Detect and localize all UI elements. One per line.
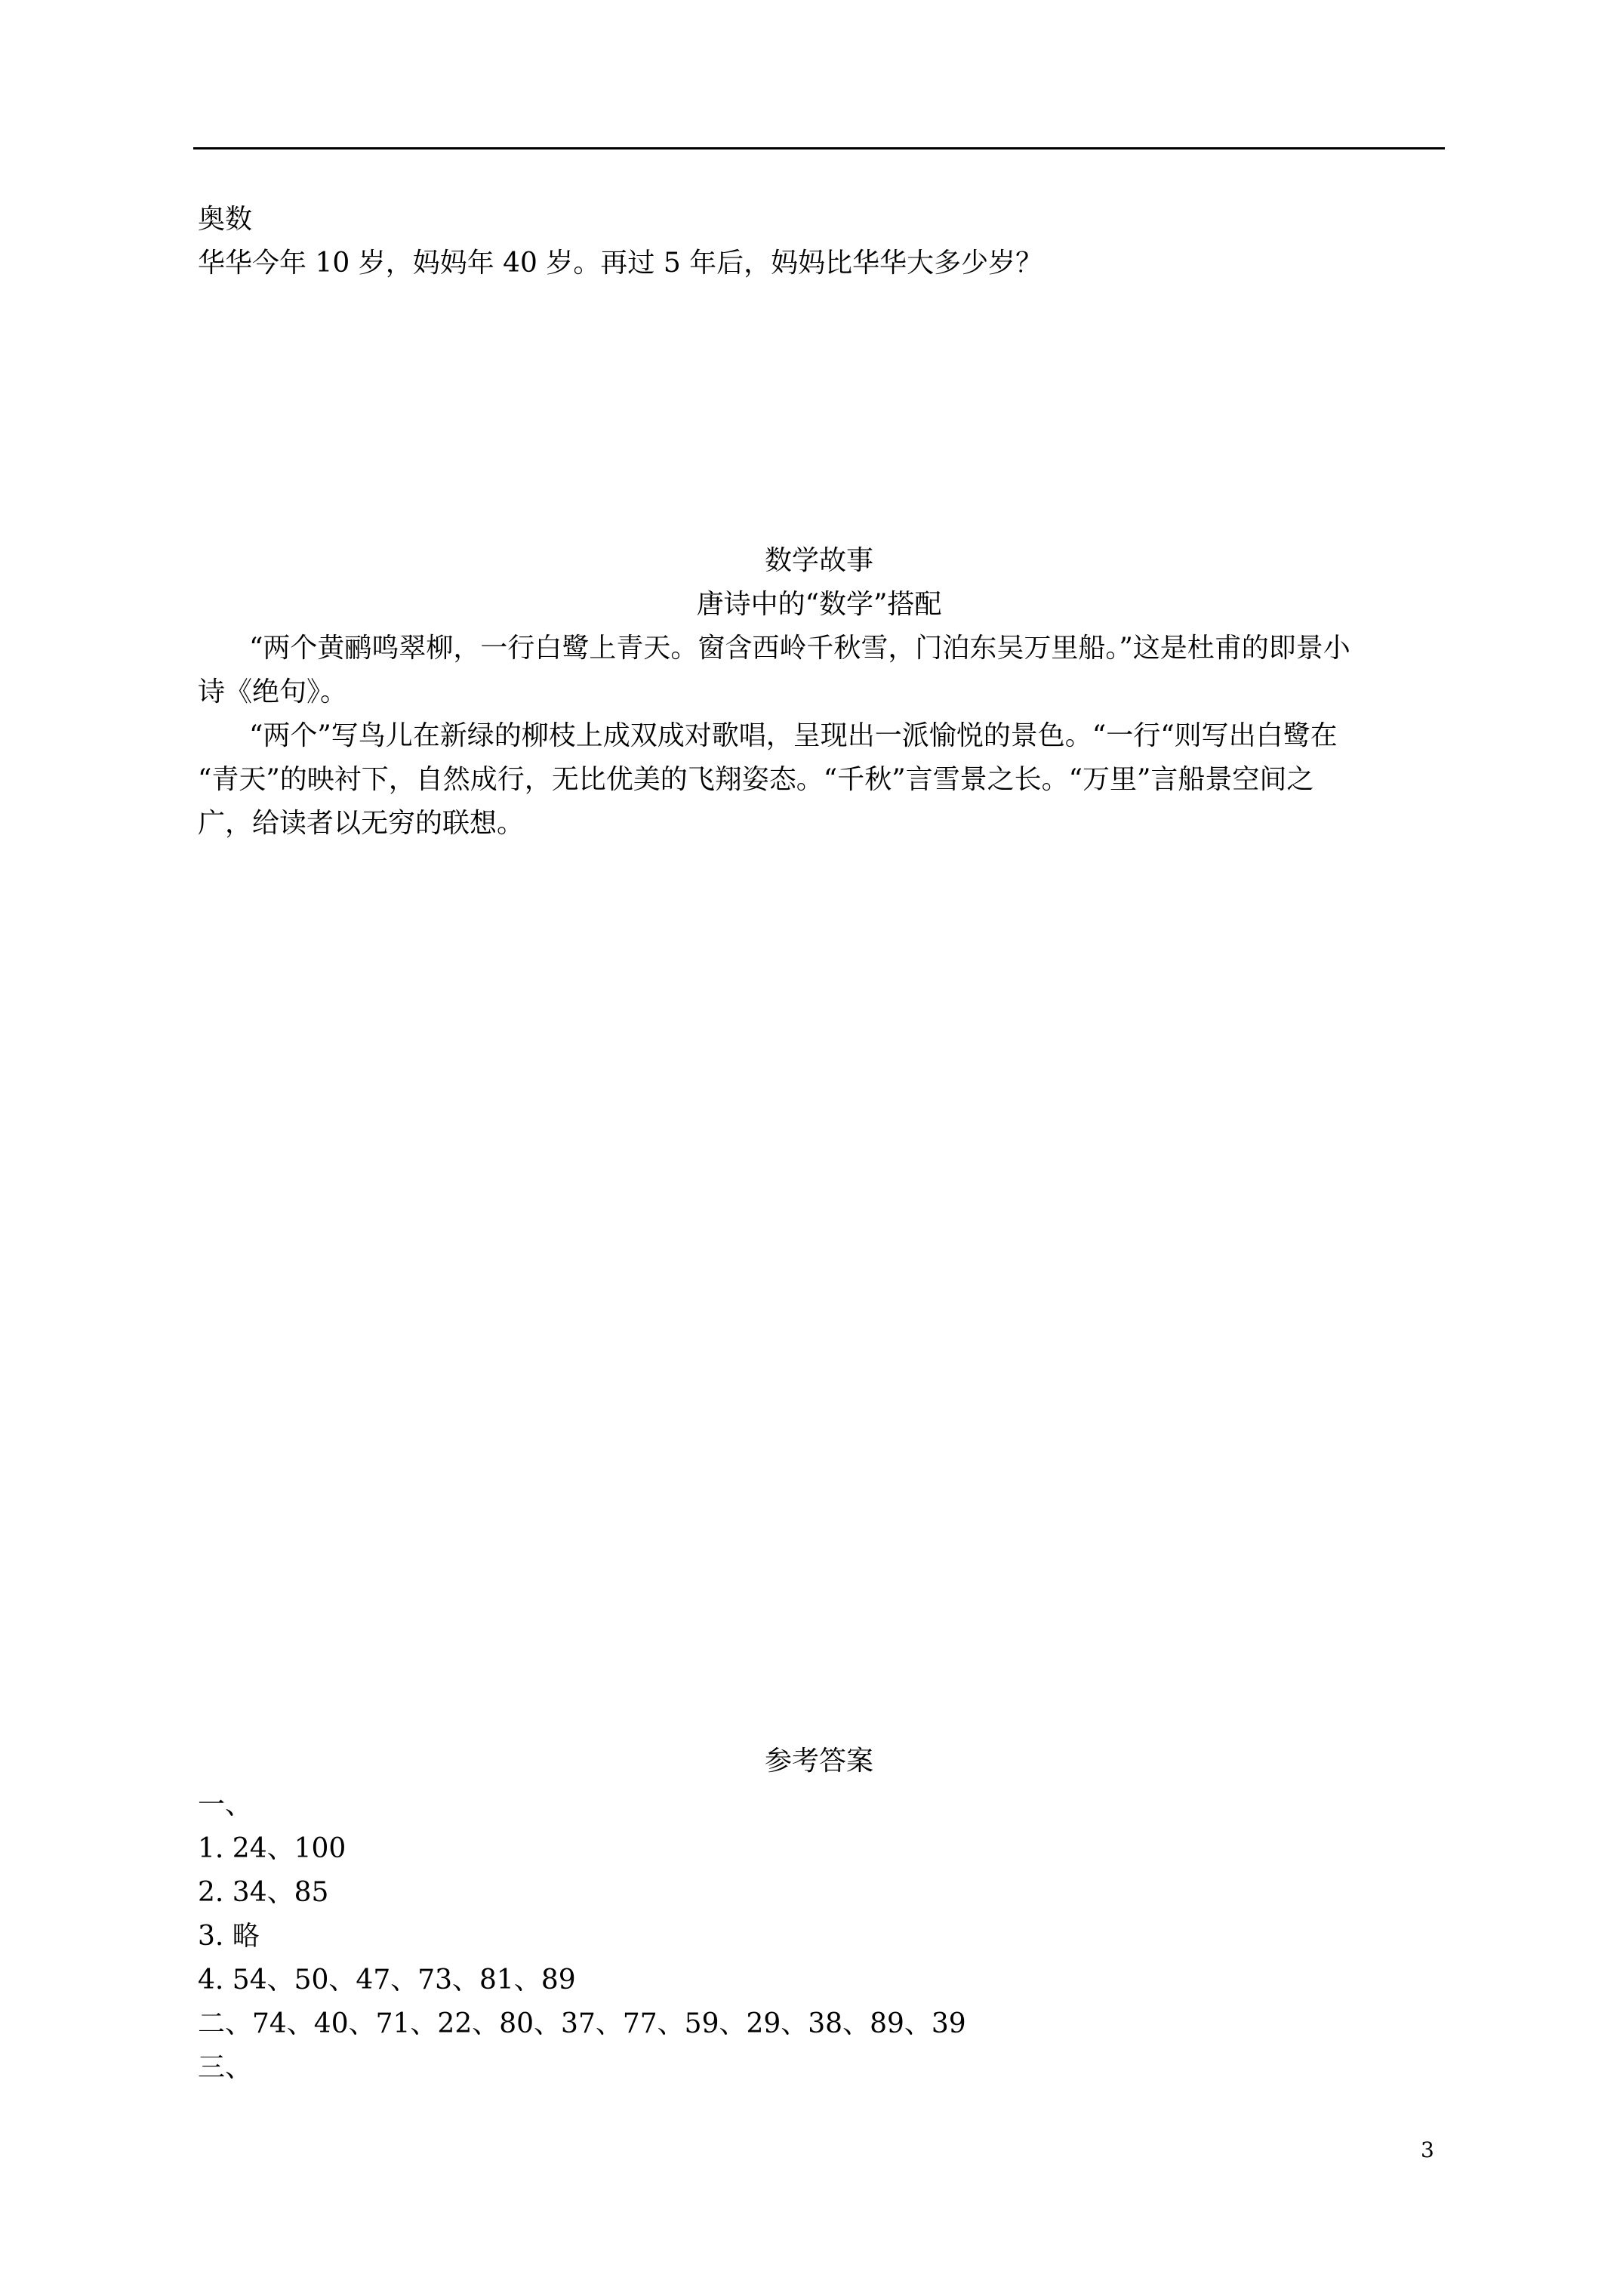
story-paragraph-1-line-2: 诗《绝句》。 [198,676,348,707]
answer-item: 1. 24、100 [198,1833,346,1864]
answers-section-3: 三、 [198,2052,253,2083]
story-paragraph-1-line-1: “两个黄鹂鸣翠柳，一行白鹭上青天。窗含西岭千秋雪，门泊东吴万里船。”这是杜甫的即景小 [249,633,1350,664]
aoshu-question: 华华今年 10 岁，妈妈年 40 岁。再过 5 年后，妈妈比华华大多少岁？ [198,248,1043,279]
answer-item: 2. 34、85 [198,1877,329,1908]
answers-section-2: 二、74、40、71、22、80、37、77、59、29、38、89、39 [198,2008,966,2039]
story-title: 唐诗中的“数学”搭配 [696,589,942,620]
answers-section-1: 一、 [198,1789,253,1820]
story-paragraph-2-line-1: “两个”写鸟儿在新绿的柳枝上成双成对歌唱，呈现出一派愉悦的景色。“一行“则写出白鹭在 [249,720,1338,751]
page-number: 3 [1421,2137,1434,2162]
header-rule [193,147,1445,149]
story-heading: 数学故事 [764,545,873,576]
story-paragraph-2-line-3: 广，给读者以无穷的联想。 [198,808,525,839]
story-paragraph-2-line-2: “青天”的映衬下，自然成行，无比优美的飞翔姿态。“千秋”言雪景之长。“万里”言船景空间之 [198,764,1314,795]
aoshu-heading: 奥数 [198,204,253,235]
answer-item: 4. 54、50、47、73、81、89 [198,1965,576,1996]
answer-item: 3. 略 [198,1921,260,1952]
answers-heading: 参考答案 [764,1746,873,1777]
